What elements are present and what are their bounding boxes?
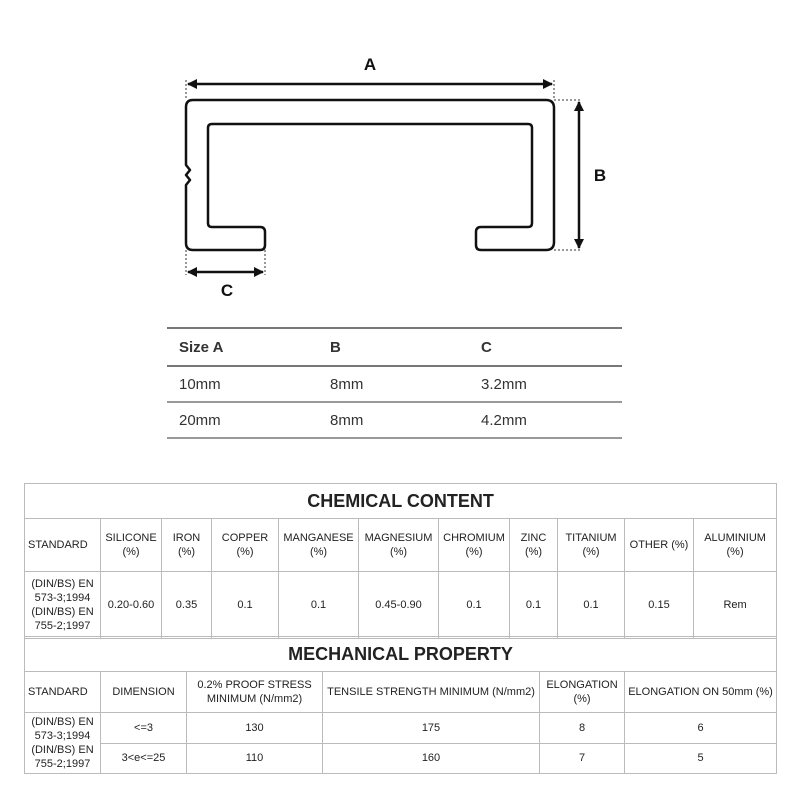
mech-header-standard: STANDARD xyxy=(25,672,101,713)
chem-header-iron: IRON (%) xyxy=(162,519,212,572)
mech-header-dimension: DIMENSION xyxy=(101,672,187,713)
standard-line: (DIN/BS) EN xyxy=(31,744,94,756)
chem-header-aluminium: ALUMINIUM (%) xyxy=(694,519,777,572)
size-table xyxy=(167,327,622,439)
mech-header-elongation-50mm: ELONGATION ON 50mm (%) xyxy=(625,672,777,713)
chem-value-silicone: 0.20-0.60 xyxy=(101,572,162,639)
size-cell: 8mm xyxy=(318,366,469,402)
chemical-header-row xyxy=(25,519,777,572)
chem-value-iron: 0.35 xyxy=(162,572,212,639)
size-cell: 20mm xyxy=(167,402,318,438)
chemical-content-title: CHEMICAL CONTENT xyxy=(25,484,777,519)
chem-value-manganese: 0.1 xyxy=(279,572,359,639)
standard-line: 755-2;1997 xyxy=(34,620,91,632)
size-cell: 8mm xyxy=(318,402,469,438)
mech-proof-stress-cell: 110 xyxy=(187,743,323,774)
standard-line: 573-3;1994 xyxy=(34,730,91,742)
profile-outer-outline xyxy=(186,100,554,250)
mechanical-property-table xyxy=(24,636,777,774)
mech-standard-cell xyxy=(25,713,101,774)
chemical-content-table xyxy=(24,483,777,639)
size-table-header xyxy=(167,328,622,366)
size-header-a: Size A xyxy=(167,328,318,366)
table-row xyxy=(25,743,777,774)
chem-value-titanium: 0.1 xyxy=(558,572,625,639)
mech-elongation-50mm-cell: 5 xyxy=(625,743,777,774)
mech-tensile-cell: 160 xyxy=(323,743,540,774)
size-header-c: C xyxy=(469,328,622,366)
chem-header-manganese: MANGANESE (%) xyxy=(279,519,359,572)
size-cell: 3.2mm xyxy=(469,366,622,402)
chem-header-other: OTHER (%) xyxy=(625,519,694,572)
mech-dimension-cell: <=3 xyxy=(101,713,187,744)
mech-header-proof-stress: 0.2% PROOF STRESS MINIMUM (N/mm2) xyxy=(187,672,323,713)
mech-proof-stress-cell: 130 xyxy=(187,713,323,744)
label-c: C xyxy=(220,281,234,300)
standard-line: (DIN/BS) EN xyxy=(31,716,94,728)
mechanical-property-title: MECHANICAL PROPERTY xyxy=(25,637,777,672)
table-row xyxy=(25,713,777,744)
mech-elongation-50mm-cell: 6 xyxy=(625,713,777,744)
chem-value-zinc: 0.1 xyxy=(510,572,558,639)
chem-value-aluminium: Rem xyxy=(694,572,777,639)
standard-line: (DIN/BS) EN xyxy=(31,578,94,590)
chem-value-magnesium: 0.45-0.90 xyxy=(359,572,439,639)
mech-tensile-cell: 175 xyxy=(323,713,540,744)
chem-header-titanium: TITANIUM (%) xyxy=(558,519,625,572)
mech-header-elongation: ELONGATION (%) xyxy=(540,672,625,713)
profile-diagram xyxy=(0,0,800,310)
size-cell: 10mm xyxy=(167,366,318,402)
chem-header-silicone: SILICONE (%) xyxy=(101,519,162,572)
standard-line: 755-2;1997 xyxy=(34,758,91,770)
label-b: B xyxy=(593,166,607,185)
mechanical-header-row xyxy=(25,672,777,713)
chem-value-other: 0.15 xyxy=(625,572,694,639)
mech-header-tensile-strength: TENSILE STRENGTH MINIMUM (N/mm2) xyxy=(323,672,540,713)
size-header-b: B xyxy=(318,328,469,366)
chem-value-copper: 0.1 xyxy=(212,572,279,639)
table-row xyxy=(167,402,622,438)
mech-elongation-cell: 8 xyxy=(540,713,625,744)
chem-header-standard: STANDARD xyxy=(25,519,101,572)
chem-header-copper: COPPER (%) xyxy=(212,519,279,572)
standard-line: (DIN/BS) EN xyxy=(31,606,94,618)
size-cell: 4.2mm xyxy=(469,402,622,438)
chem-value-chromium: 0.1 xyxy=(439,572,510,639)
table-row xyxy=(167,366,622,402)
standard-line: 573-3;1994 xyxy=(34,592,91,604)
chem-standard-cell xyxy=(25,572,101,639)
label-a: A xyxy=(363,55,377,74)
chem-header-zinc: ZINC (%) xyxy=(510,519,558,572)
chem-header-chromium: CHROMIUM (%) xyxy=(439,519,510,572)
chem-header-magnesium: MAGNESIUM (%) xyxy=(359,519,439,572)
table-row xyxy=(25,572,777,639)
mech-dimension-cell: 3<e<=25 xyxy=(101,743,187,774)
mech-elongation-cell: 7 xyxy=(540,743,625,774)
